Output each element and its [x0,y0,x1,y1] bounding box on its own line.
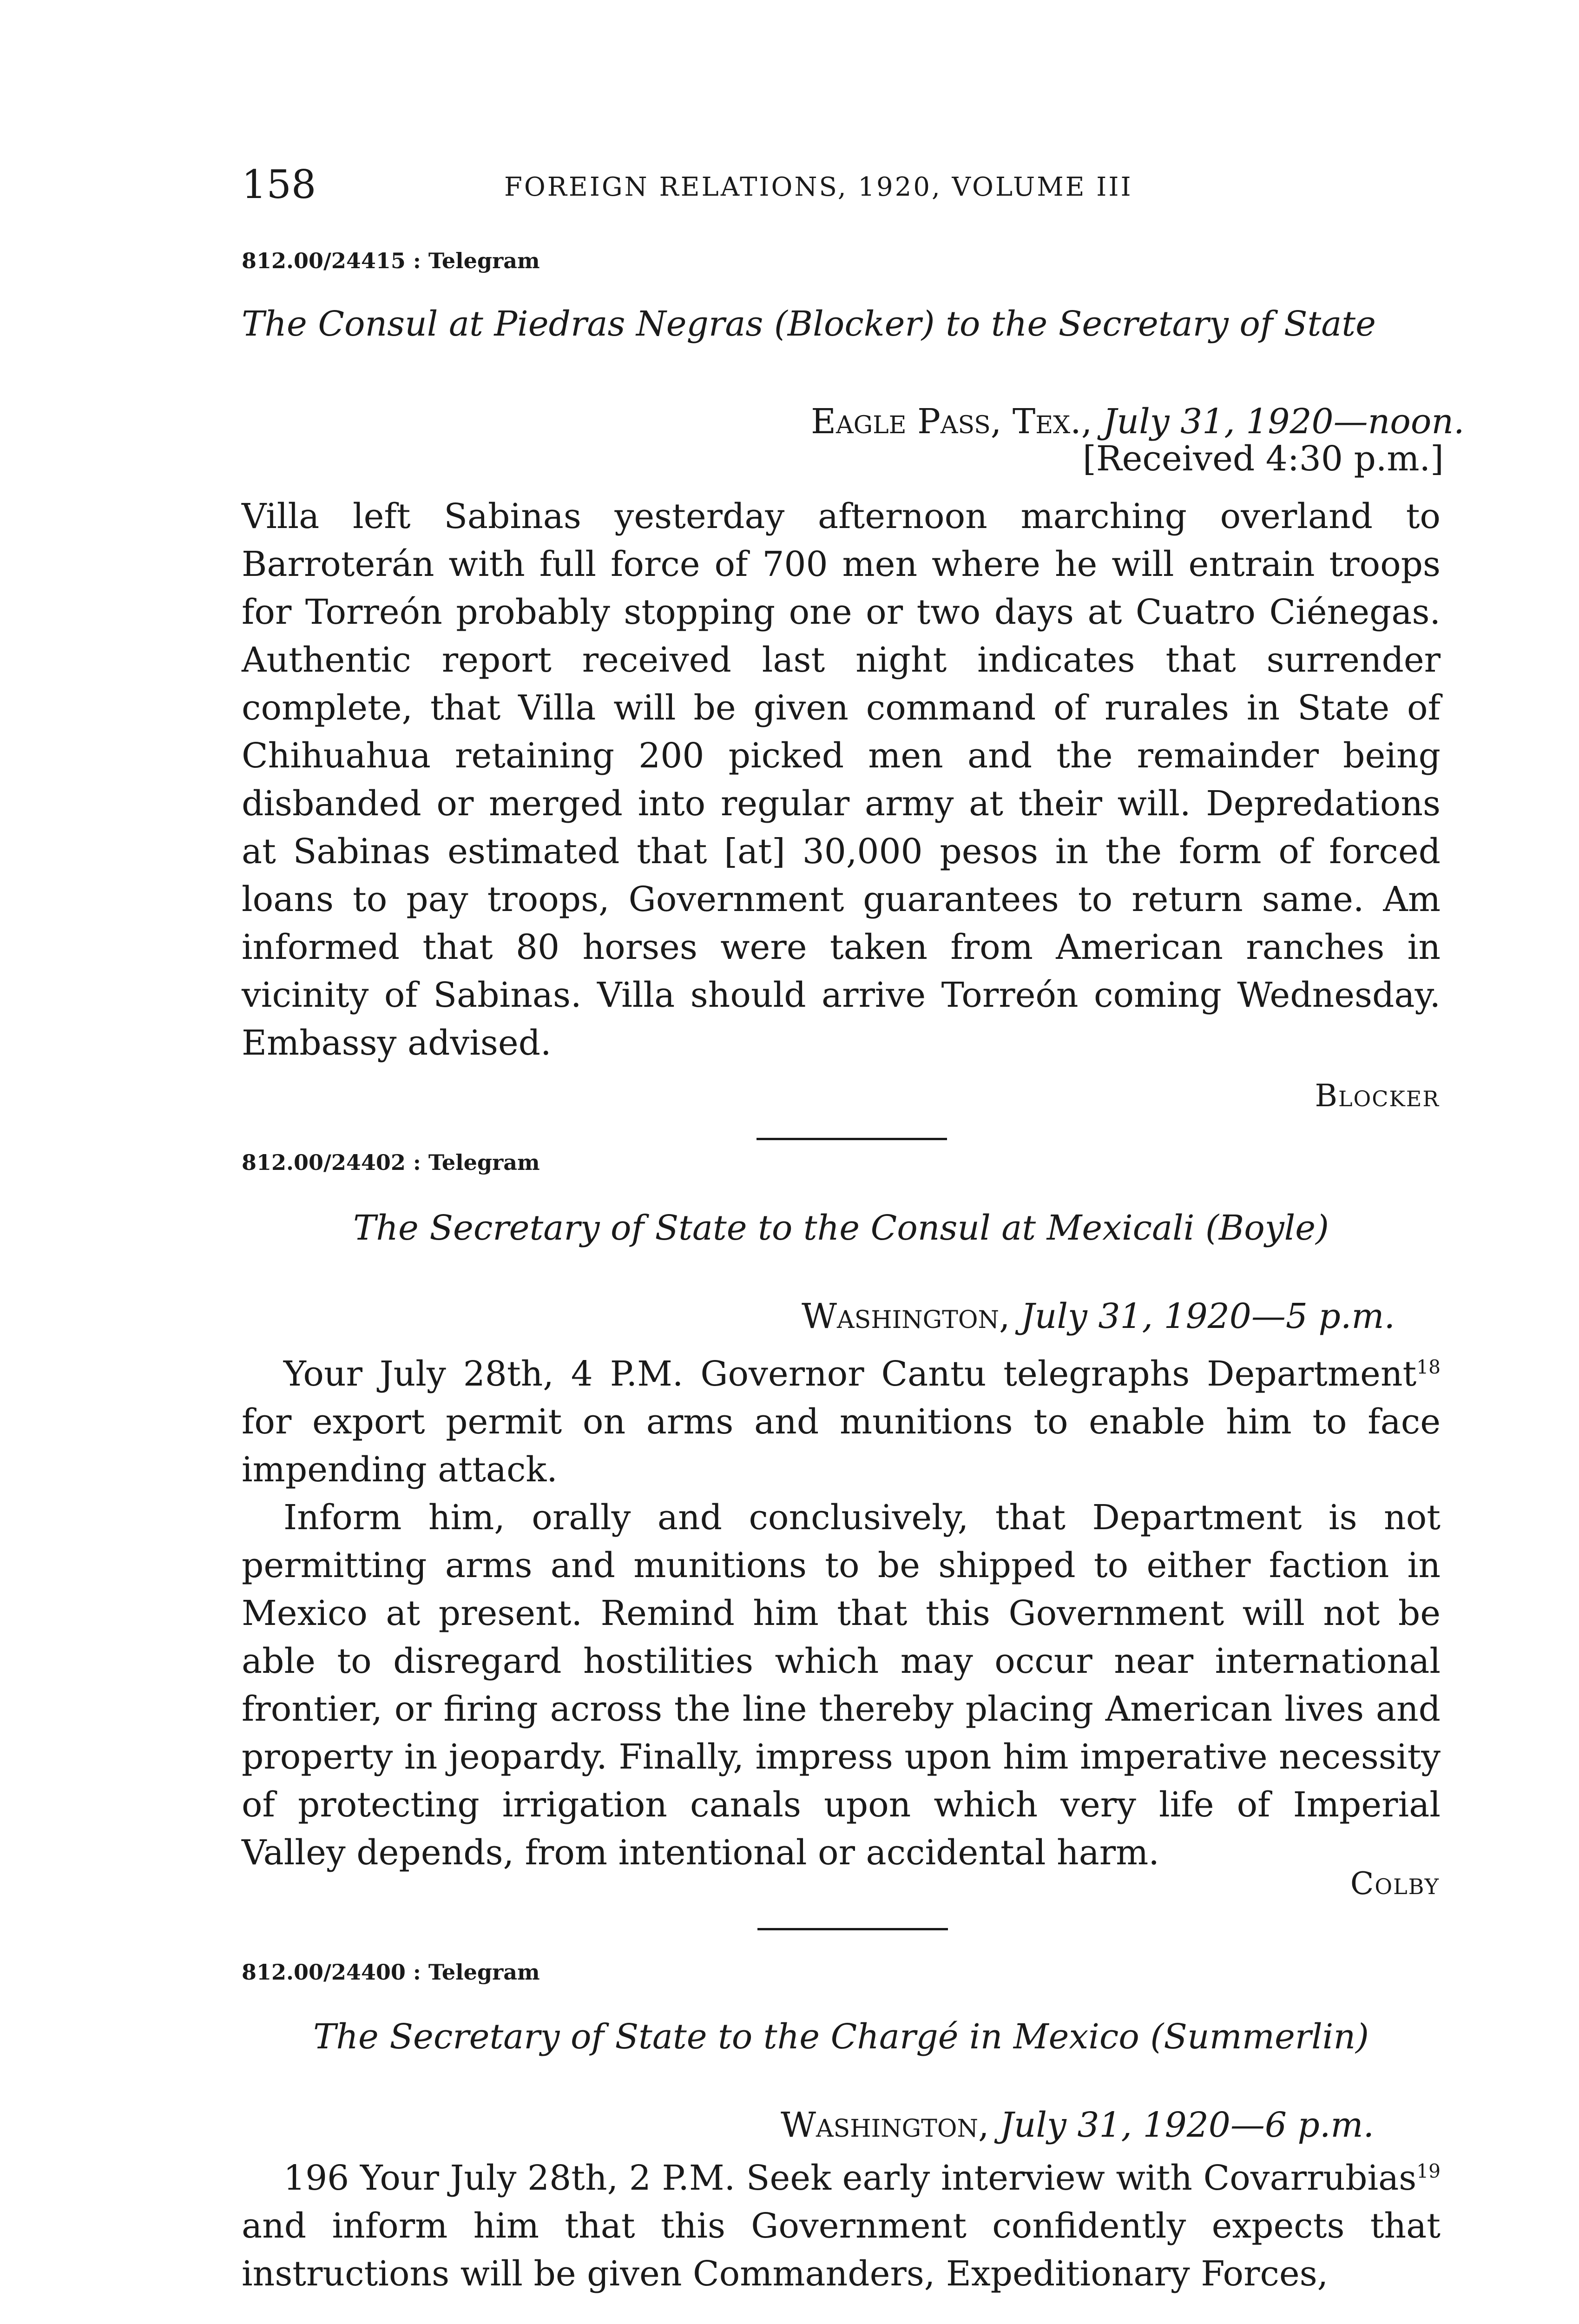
dateline [802,1296,1395,1336]
dateline-date: July 31, 1920—6 p.m. [1000,2105,1375,2145]
file-reference: 812.00/24402 : Telegram [242,1150,540,1175]
paragraph [242,2154,1441,2298]
signature: Blocker [1315,1078,1440,1114]
received-note: [Received 4:30 p.m.] [1083,439,1444,479]
page-number: 158 [242,162,316,207]
section-divider [757,1928,948,1930]
paragraph [242,1350,1441,1494]
document-body [242,1350,1441,1877]
paragraph-text: for export permit on arms and munitions to enable him to face impending attack. [242,1402,1441,1490]
file-reference: 812.00/24415 : Telegram [242,248,540,273]
paragraph: Inform him, orally and conclusively, that Department is not permitting arms and munitions to be shipped to either faction in Mexico at present. Remind him that this Government will not be able to disregard hostilities which may occur near international frontier, or firing across the line thereby placing American lives and property in jeopardy. Finally, impress upon him imperative necessity of protecting irrigation canals upon which very life of Imperial Valley depends, from intentional or accidental harm. [242,1498,1441,1873]
paragraph-text: and inform him that this Government confidently expects that instructions will be given Commanders, Expeditionary Forces, [242,2206,1441,2294]
document-body [242,493,1441,1067]
dateline-date: July 31, 1920—5 p.m. [1021,1296,1395,1336]
document-heading: The Secretary of State to the Consul at Mexicali (Boyle) [353,1208,1329,1248]
dateline-place: Eagle Pass, Tex., [811,402,1092,442]
dateline-date: July 31, 1920—noon. [1103,402,1465,442]
dateline-place: Washington, [802,1296,1010,1336]
paragraph-text: 196 Your July 28th, 2 P.M. Seek early interview with Covarrubias [283,2158,1417,2198]
dateline [781,2105,1375,2145]
signature: Colby [1350,1866,1440,1901]
document-heading: The Consul at Piedras Negras (Blocker) to the Secretary of State [242,304,1376,344]
footnote-marker: 18 [1416,1356,1441,1379]
paragraph-text: Your July 28th, 4 P.M. Governor Cantu telegraphs Department [283,1354,1417,1394]
footnote-marker: 19 [1416,2160,1441,2183]
document-heading: The Secretary of State to the Chargé in Mexico (Summerlin) [313,2017,1369,2057]
file-reference: 812.00/24400 : Telegram [242,1960,540,1985]
dateline [811,402,1465,442]
document-body [242,2154,1441,2298]
dateline-place: Washington, [781,2105,989,2145]
section-divider [757,1138,947,1140]
running-title: FOREIGN RELATIONS, 1920, VOLUME III [504,172,1133,202]
paragraph: Villa left Sabinas yesterday afternoon marching overland to Barroterán with full force of 700 men where he will entrain troops for Torreón probably stopping one or two days at Cuatro Ciénegas. Authentic report received last night indicates that surrender complete, that Villa will be given command of rurales in State of Chihuahua retaining 200 picked men and the remainder being disbanded or merged into regular army at their will. Depredations at Sabinas estimated that [at] 30,000 pesos in the form of forced loans to pay troops, Government guarantees to return same. Am informed that 80 horses were taken from American ranches in vicinity of Sabinas. Villa should arrive Torreón coming Wednesday. Embassy advised. [242,496,1441,1063]
